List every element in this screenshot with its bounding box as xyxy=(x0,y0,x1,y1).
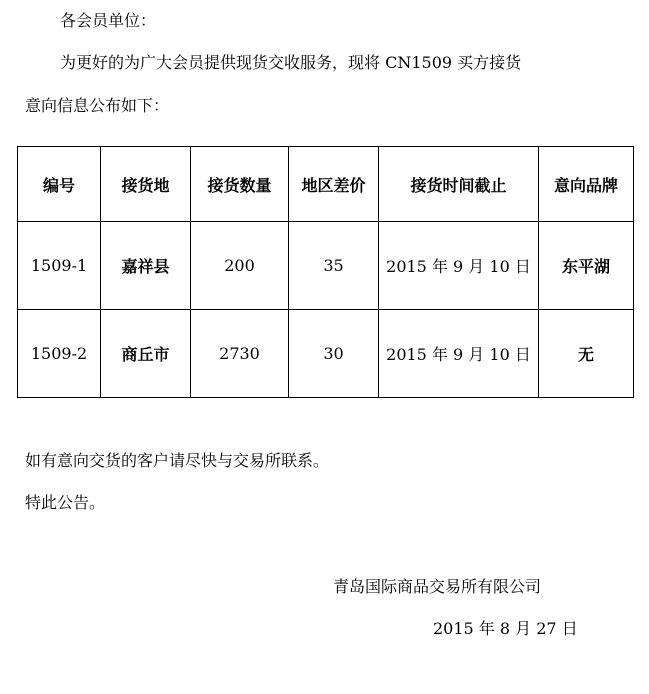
cell-deadline: 2015 年 9 月 10 日 xyxy=(379,310,539,398)
cell-quantity: 200 xyxy=(191,222,289,310)
cell-price-diff: 30 xyxy=(289,310,379,398)
intro-line-2: 意向信息公布如下： xyxy=(25,96,170,115)
table-row xyxy=(18,222,634,310)
cell-brand: 东平湖 xyxy=(539,222,634,310)
header-delivery-deadline: 接货时间截止 xyxy=(379,147,539,222)
header-delivery-location: 接货地 xyxy=(101,147,191,222)
cell-location: 嘉祥县 xyxy=(101,222,191,310)
table-row xyxy=(18,310,634,398)
signature: 青岛国际商品交易所有限公司 xyxy=(333,577,542,596)
cell-number: 1509-1 xyxy=(18,222,101,310)
cell-number: 1509-2 xyxy=(18,310,101,398)
header-intended-brand: 意向品牌 xyxy=(539,147,634,222)
greeting: 各会员单位： xyxy=(60,11,157,30)
header-number: 编号 xyxy=(18,147,101,222)
cell-price-diff: 35 xyxy=(289,222,379,310)
delivery-intent-table xyxy=(17,146,634,398)
closing-line: 特此公告。 xyxy=(25,493,106,512)
contact-line: 如有意向交货的客户请尽快与交易所联系。 xyxy=(25,451,330,470)
cell-location: 商丘市 xyxy=(101,310,191,398)
cell-quantity: 2730 xyxy=(191,310,289,398)
intro-line-1: 为更好的为广大会员提供现货交收服务，现将 CN1509 买方接货 xyxy=(60,53,522,72)
cell-deadline: 2015 年 9 月 10 日 xyxy=(379,222,539,310)
header-regional-price-diff: 地区差价 xyxy=(289,147,379,222)
header-delivery-quantity: 接货数量 xyxy=(191,147,289,222)
cell-brand: 无 xyxy=(539,310,634,398)
table-header-row xyxy=(18,147,634,222)
notice-date: 2015 年 8 月 27 日 xyxy=(433,619,578,638)
